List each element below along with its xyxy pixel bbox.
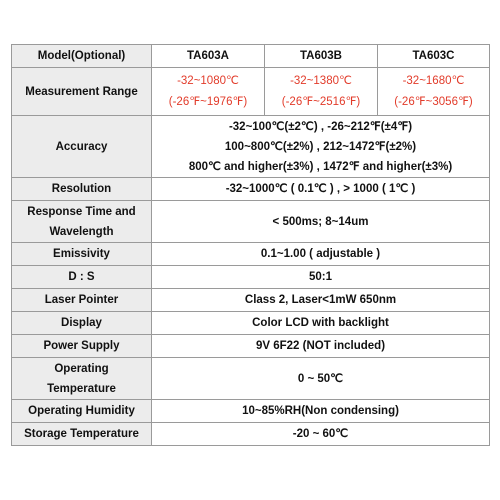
ds-value: 50:1 — [152, 266, 490, 289]
range-ta603c-celsius: -32~1680℃ — [402, 74, 465, 87]
response-label — [12, 201, 152, 243]
operating-humidity-label: Operating Humidity — [12, 400, 152, 423]
operating-temperature-label-line-1: Operating — [54, 362, 109, 375]
accuracy-label: Accuracy — [12, 116, 152, 178]
accuracy-line-3: 800℃ and higher(±3%) , 1472℉ and higher(±3%) — [188, 160, 453, 173]
operating-temperature-value: 0 ~ 50℃ — [152, 358, 490, 400]
range-ta603b-celsius: -32~1380℃ — [290, 74, 352, 87]
model-label: Model(Optional) — [12, 45, 152, 68]
range-ta603c-fahrenheit: (-26℉~3056℉) — [394, 95, 473, 108]
model-ta603a: TA603A — [152, 45, 265, 68]
operating-humidity-row — [12, 400, 490, 423]
storage-temperature-row — [12, 423, 490, 446]
measurement-range-row — [12, 68, 490, 116]
power-label: Power Supply — [12, 335, 152, 358]
laser-value: Class 2, Laser<1mW 650nm — [152, 289, 490, 312]
operating-temperature-label — [12, 358, 152, 400]
operating-humidity-value: 10~85%RH(Non condensing) — [152, 400, 490, 423]
range-ta603b — [265, 68, 378, 116]
accuracy-row — [12, 116, 490, 178]
model-ta603b: TA603B — [265, 45, 378, 68]
display-row — [12, 312, 490, 335]
accuracy-line-1: -32~100℃(±2℃) , -26~212℉(±4℉) — [228, 120, 413, 133]
storage-temperature-value: -20 ~ 60℃ — [152, 423, 490, 446]
resolution-value: -32~1000℃ ( 0.1℃ ) , > 1000 ( 1℃ ) — [152, 178, 490, 201]
header-row — [12, 45, 490, 68]
response-value: < 500ms; 8~14um — [152, 201, 490, 243]
storage-temperature-label: Storage Temperature — [12, 423, 152, 446]
accuracy-value — [152, 116, 490, 178]
range-ta603a-fahrenheit: (-26℉~1976℉) — [168, 95, 248, 108]
range-ta603b-fahrenheit: (-26℉~2516℉) — [281, 95, 361, 108]
response-label-line-2: Wavelength — [49, 225, 114, 238]
ds-row — [12, 266, 490, 289]
model-ta603c: TA603C — [378, 45, 490, 68]
ds-label: D : S — [12, 266, 152, 289]
spec-table — [11, 44, 490, 446]
emissivity-label: Emissivity — [12, 243, 152, 266]
operating-temperature-row — [12, 358, 490, 400]
range-ta603a — [152, 68, 265, 116]
resolution-row — [12, 178, 490, 201]
laser-row — [12, 289, 490, 312]
power-value: 9V 6F22 (NOT included) — [152, 335, 490, 358]
measurement-range-label: Measurement Range — [12, 68, 152, 116]
emissivity-row — [12, 243, 490, 266]
operating-temperature-label-line-2: Temperature — [47, 382, 116, 395]
display-value: Color LCD with backlight — [152, 312, 490, 335]
resolution-label: Resolution — [12, 178, 152, 201]
response-label-line-1: Response Time and — [27, 205, 136, 218]
response-row — [12, 201, 490, 243]
laser-label: Laser Pointer — [12, 289, 152, 312]
display-label: Display — [12, 312, 152, 335]
range-ta603c — [378, 68, 490, 116]
power-row — [12, 335, 490, 358]
range-ta603a-celsius: -32~1080℃ — [177, 74, 239, 87]
accuracy-line-2: 100~800℃(±2%) , 212~1472℉(±2%) — [224, 140, 417, 153]
emissivity-value: 0.1~1.00 ( adjustable ) — [152, 243, 490, 266]
